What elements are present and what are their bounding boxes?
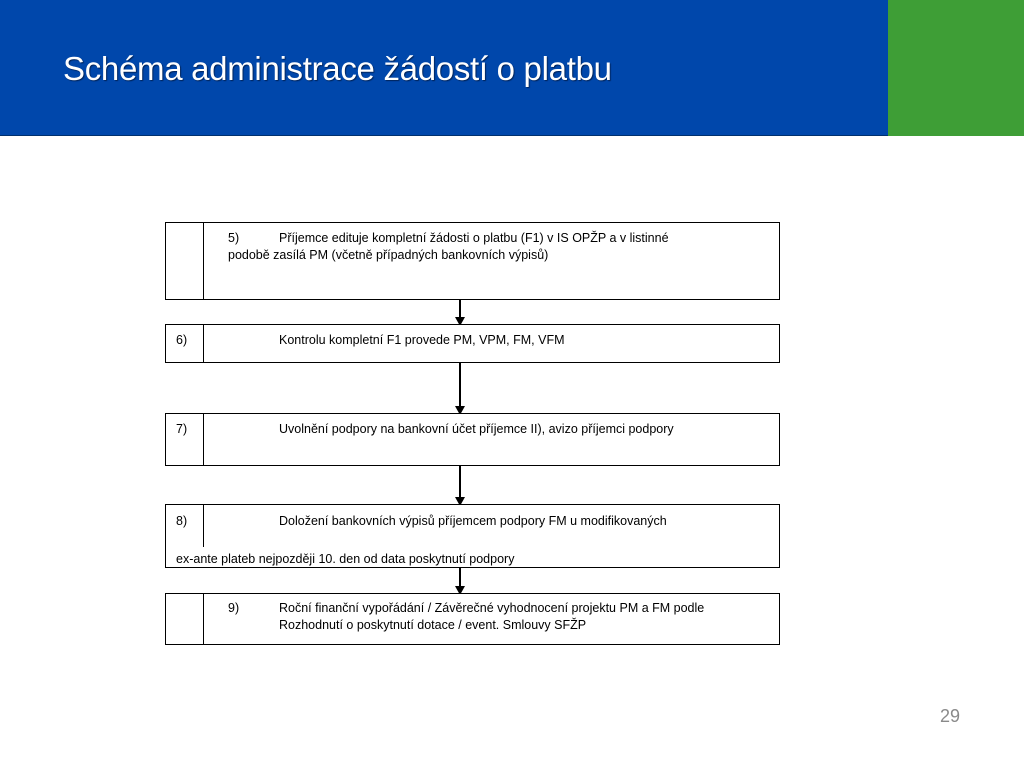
page-number: 29 — [940, 706, 961, 726]
flow-arrow — [459, 466, 461, 504]
step-divider — [203, 594, 204, 644]
step-text-line2: ex-ante plateb nejpozději 10. den od data poskytnutí podpory — [176, 552, 515, 566]
header-accent — [888, 0, 1024, 136]
slide-title: Schéma administrace žádostí o platbu — [63, 50, 612, 87]
flow-arrow — [459, 363, 461, 413]
step-divider — [203, 325, 204, 362]
flow-arrow — [459, 300, 461, 324]
flow-step-5 — [165, 222, 780, 300]
step-divider — [203, 505, 204, 547]
step-number: 8) — [176, 514, 188, 528]
step-text-line1: Roční finanční vypořádání / Závěrečné vyhodnocení projektu PM a FM podle — [279, 601, 705, 615]
step-text-line2: Rozhodnutí o poskytnutí dotace / event. Smlouvy SFŽP — [279, 618, 587, 632]
step-number: 7) — [176, 422, 188, 436]
step-number: 6) — [176, 333, 188, 347]
step-text-line2: podobě zasílá PM (včetně případných bankovních výpisů) — [228, 248, 549, 262]
flow-arrow — [459, 568, 461, 593]
step-number: 5) — [228, 231, 240, 245]
flow-step-9 — [165, 593, 780, 645]
step-text-line1: Doložení bankovních výpisů příjemcem podpory FM u modifikovaných — [279, 514, 667, 528]
step-divider — [203, 223, 204, 299]
flow-step-6 — [165, 324, 780, 363]
step-number: 9) — [228, 601, 240, 615]
step-text-line1: Příjemce edituje kompletní žádosti o platbu (F1) v IS OPŽP a v listinné — [279, 231, 669, 245]
flow-step-7 — [165, 413, 780, 466]
step-divider — [203, 414, 204, 465]
flow-step-8 — [165, 504, 780, 568]
step-text-line1: Uvolnění podpory na bankovní účet příjemce II), avizo příjemci podpory — [279, 422, 674, 436]
step-text-line1: Kontrolu kompletní F1 provede PM, VPM, FM, VFM — [279, 333, 565, 347]
